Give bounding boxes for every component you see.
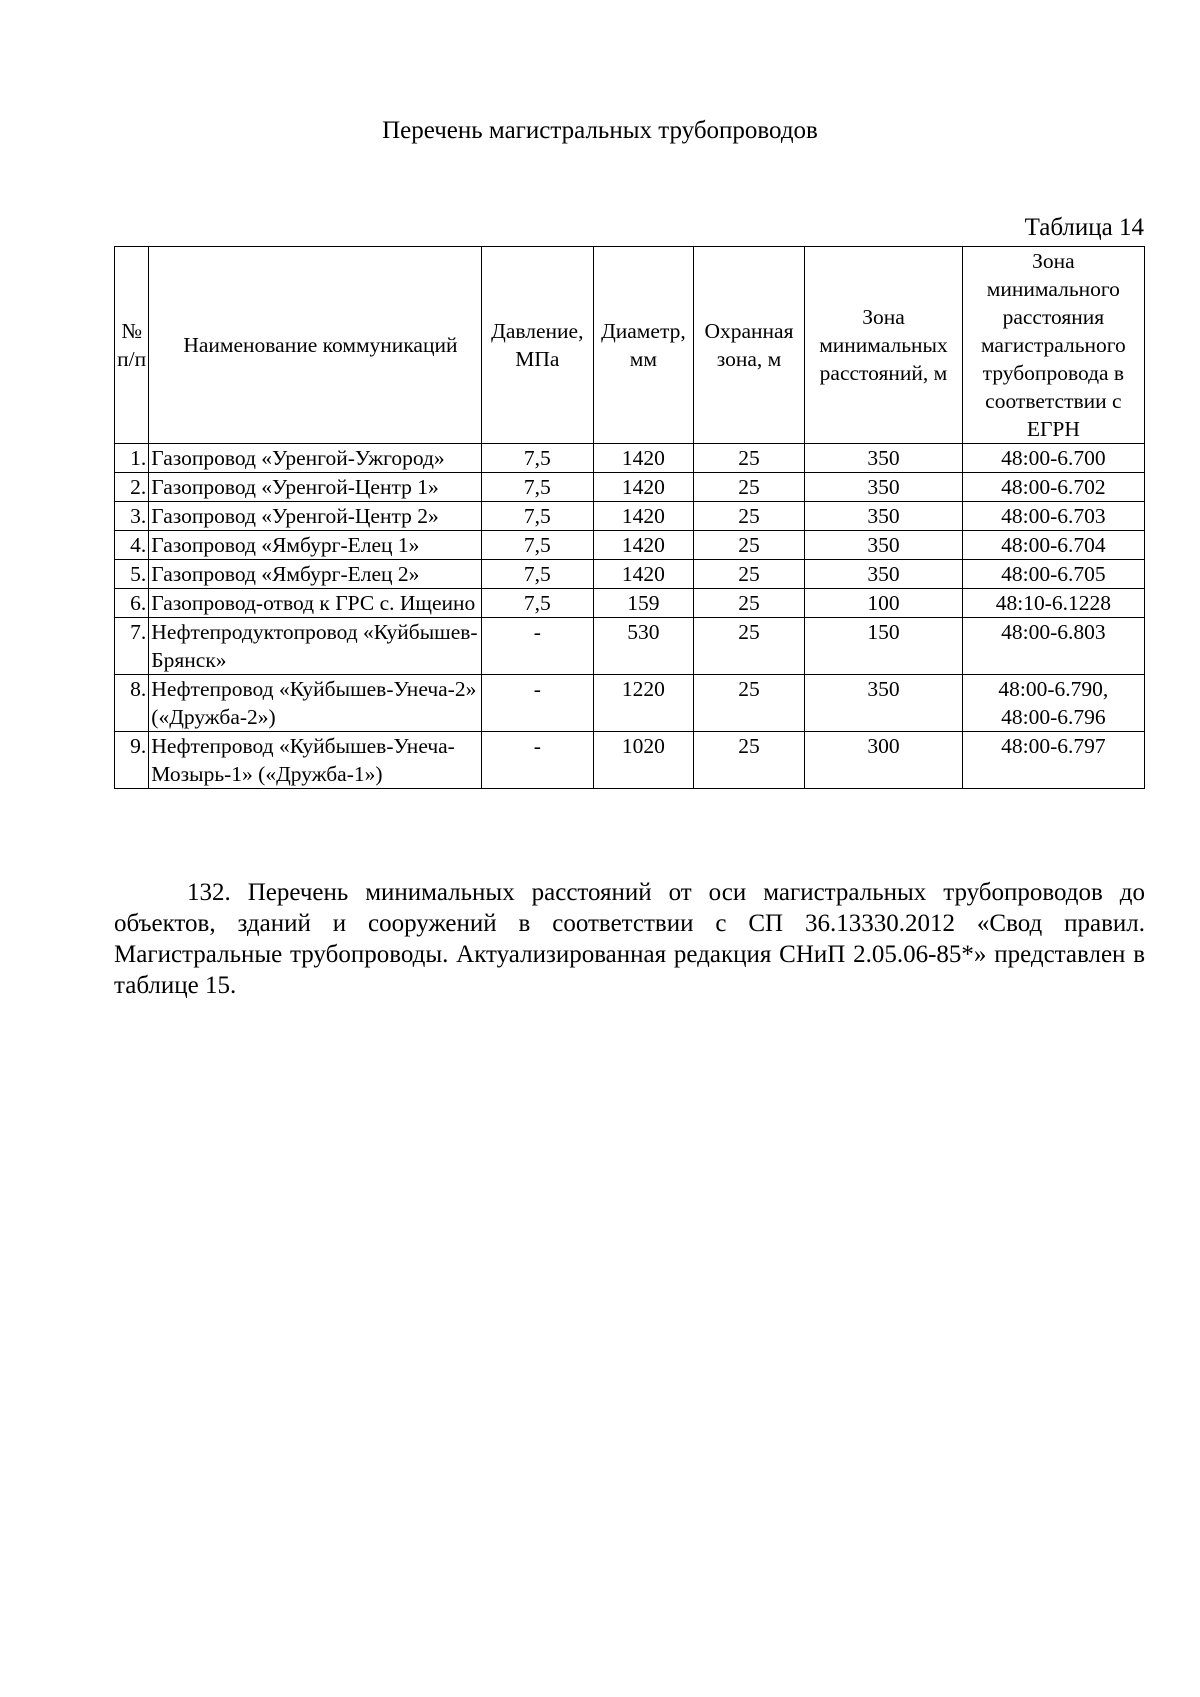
table-row <box>115 473 1145 502</box>
cell-pressure: - <box>481 618 594 675</box>
cell-name: Газопровод «Ямбург-Елец 1» <box>149 531 481 560</box>
cell-name: Газопровод «Уренгой-Центр 2» <box>149 502 481 531</box>
table-row <box>115 502 1145 531</box>
cell-egrn: 48:00-6.700 <box>962 444 1144 473</box>
cell-min-zone: 350 <box>805 560 963 589</box>
header-egrn-zone: Зона минимального расстояния магистрального трубопровода в соответствии с ЕГРН <box>962 247 1144 444</box>
table-caption: Таблица 14 <box>1024 214 1144 241</box>
cell-num: 7. <box>115 618 149 675</box>
cell-diameter: 159 <box>594 589 694 618</box>
cell-protect-zone: 25 <box>693 675 804 732</box>
cell-name: Газопровод «Уренгой-Ужгород» <box>149 444 481 473</box>
cell-egrn: 48:00-6.705 <box>962 560 1144 589</box>
cell-min-zone: 100 <box>805 589 963 618</box>
header-diameter: Диаметр, мм <box>594 247 694 444</box>
header-num: № п/п <box>115 247 149 444</box>
cell-pressure: 7,5 <box>481 589 594 618</box>
header-name: Наименование коммуникаций <box>149 247 481 444</box>
cell-pressure: - <box>481 732 594 789</box>
cell-diameter: 1020 <box>594 732 694 789</box>
cell-num: 1. <box>115 444 149 473</box>
cell-protect-zone: 25 <box>693 560 804 589</box>
cell-egrn: 48:00-6.797 <box>962 732 1144 789</box>
header-pressure: Давление, МПа <box>481 247 594 444</box>
cell-egrn: 48:00-6.790, 48:00-6.796 <box>962 675 1144 732</box>
cell-min-zone: 300 <box>805 732 963 789</box>
table-row <box>115 531 1145 560</box>
cell-protect-zone: 25 <box>693 473 804 502</box>
cell-protect-zone: 25 <box>693 589 804 618</box>
table-row <box>115 444 1145 473</box>
cell-protect-zone: 25 <box>693 732 804 789</box>
cell-num: 9. <box>115 732 149 789</box>
cell-egrn: 48:00-6.803 <box>962 618 1144 675</box>
table-row <box>115 618 1145 675</box>
table-row <box>115 589 1145 618</box>
table-row <box>115 732 1145 789</box>
cell-num: 2. <box>115 473 149 502</box>
page-title: Перечень магистральных трубопроводов <box>382 117 818 144</box>
cell-diameter: 1420 <box>594 531 694 560</box>
cell-pressure: 7,5 <box>481 560 594 589</box>
cell-name: Нефтепровод «Куйбышев-Унеча-2» («Дружба-2») <box>149 675 481 732</box>
cell-name: Газопровод «Уренгой-Центр 1» <box>149 473 481 502</box>
cell-diameter: 1420 <box>594 444 694 473</box>
cell-num: 5. <box>115 560 149 589</box>
cell-egrn: 48:00-6.703 <box>962 502 1144 531</box>
cell-pressure: 7,5 <box>481 531 594 560</box>
cell-pressure: 7,5 <box>481 473 594 502</box>
cell-egrn: 48:10-6.1228 <box>962 589 1144 618</box>
cell-min-zone: 350 <box>805 531 963 560</box>
cell-pressure: 7,5 <box>481 502 594 531</box>
cell-protect-zone: 25 <box>693 531 804 560</box>
table-body <box>115 444 1145 789</box>
cell-min-zone: 350 <box>805 473 963 502</box>
cell-protect-zone: 25 <box>693 502 804 531</box>
cell-name: Нефтепродуктопровод «Куйбышев-Брянск» <box>149 618 481 675</box>
cell-protect-zone: 25 <box>693 444 804 473</box>
cell-name: Газопровод-отвод к ГРС с. Ищеино <box>149 589 481 618</box>
cell-diameter: 1420 <box>594 473 694 502</box>
cell-egrn: 48:00-6.704 <box>962 531 1144 560</box>
cell-diameter: 1420 <box>594 560 694 589</box>
cell-diameter: 1420 <box>594 502 694 531</box>
header-min-zone: Зона минимальных расстояний, м <box>805 247 963 444</box>
table-row <box>115 675 1145 732</box>
cell-egrn: 48:00-6.702 <box>962 473 1144 502</box>
cell-min-zone: 150 <box>805 618 963 675</box>
table-header-row <box>115 247 1145 444</box>
cell-num: 8. <box>115 675 149 732</box>
cell-pressure: - <box>481 675 594 732</box>
cell-min-zone: 350 <box>805 502 963 531</box>
cell-num: 3. <box>115 502 149 531</box>
header-protect-zone: Охранная зона, м <box>693 247 804 444</box>
cell-protect-zone: 25 <box>693 618 804 675</box>
cell-diameter: 1220 <box>594 675 694 732</box>
pipelines-table <box>114 246 1145 789</box>
cell-name: Нефтепровод «Куйбышев-Унеча-Мозырь-1» («Дружба-1») <box>149 732 481 789</box>
cell-diameter: 530 <box>594 618 694 675</box>
cell-name: Газопровод «Ямбург-Елец 2» <box>149 560 481 589</box>
cell-min-zone: 350 <box>805 675 963 732</box>
cell-pressure: 7,5 <box>481 444 594 473</box>
cell-num: 6. <box>115 589 149 618</box>
cell-num: 4. <box>115 531 149 560</box>
table-row <box>115 560 1145 589</box>
body-paragraph: 132. Перечень минимальных расстояний от оси магистральных трубопроводов до объектов, зданий и сооружений в соответствии с СП 36.13330.2012 «Свод правил. Магистральные трубопроводы. Актуализированная редакция СНиП 2.05.06-85*» представлен в таблице 15. <box>114 879 1145 999</box>
cell-min-zone: 350 <box>805 444 963 473</box>
